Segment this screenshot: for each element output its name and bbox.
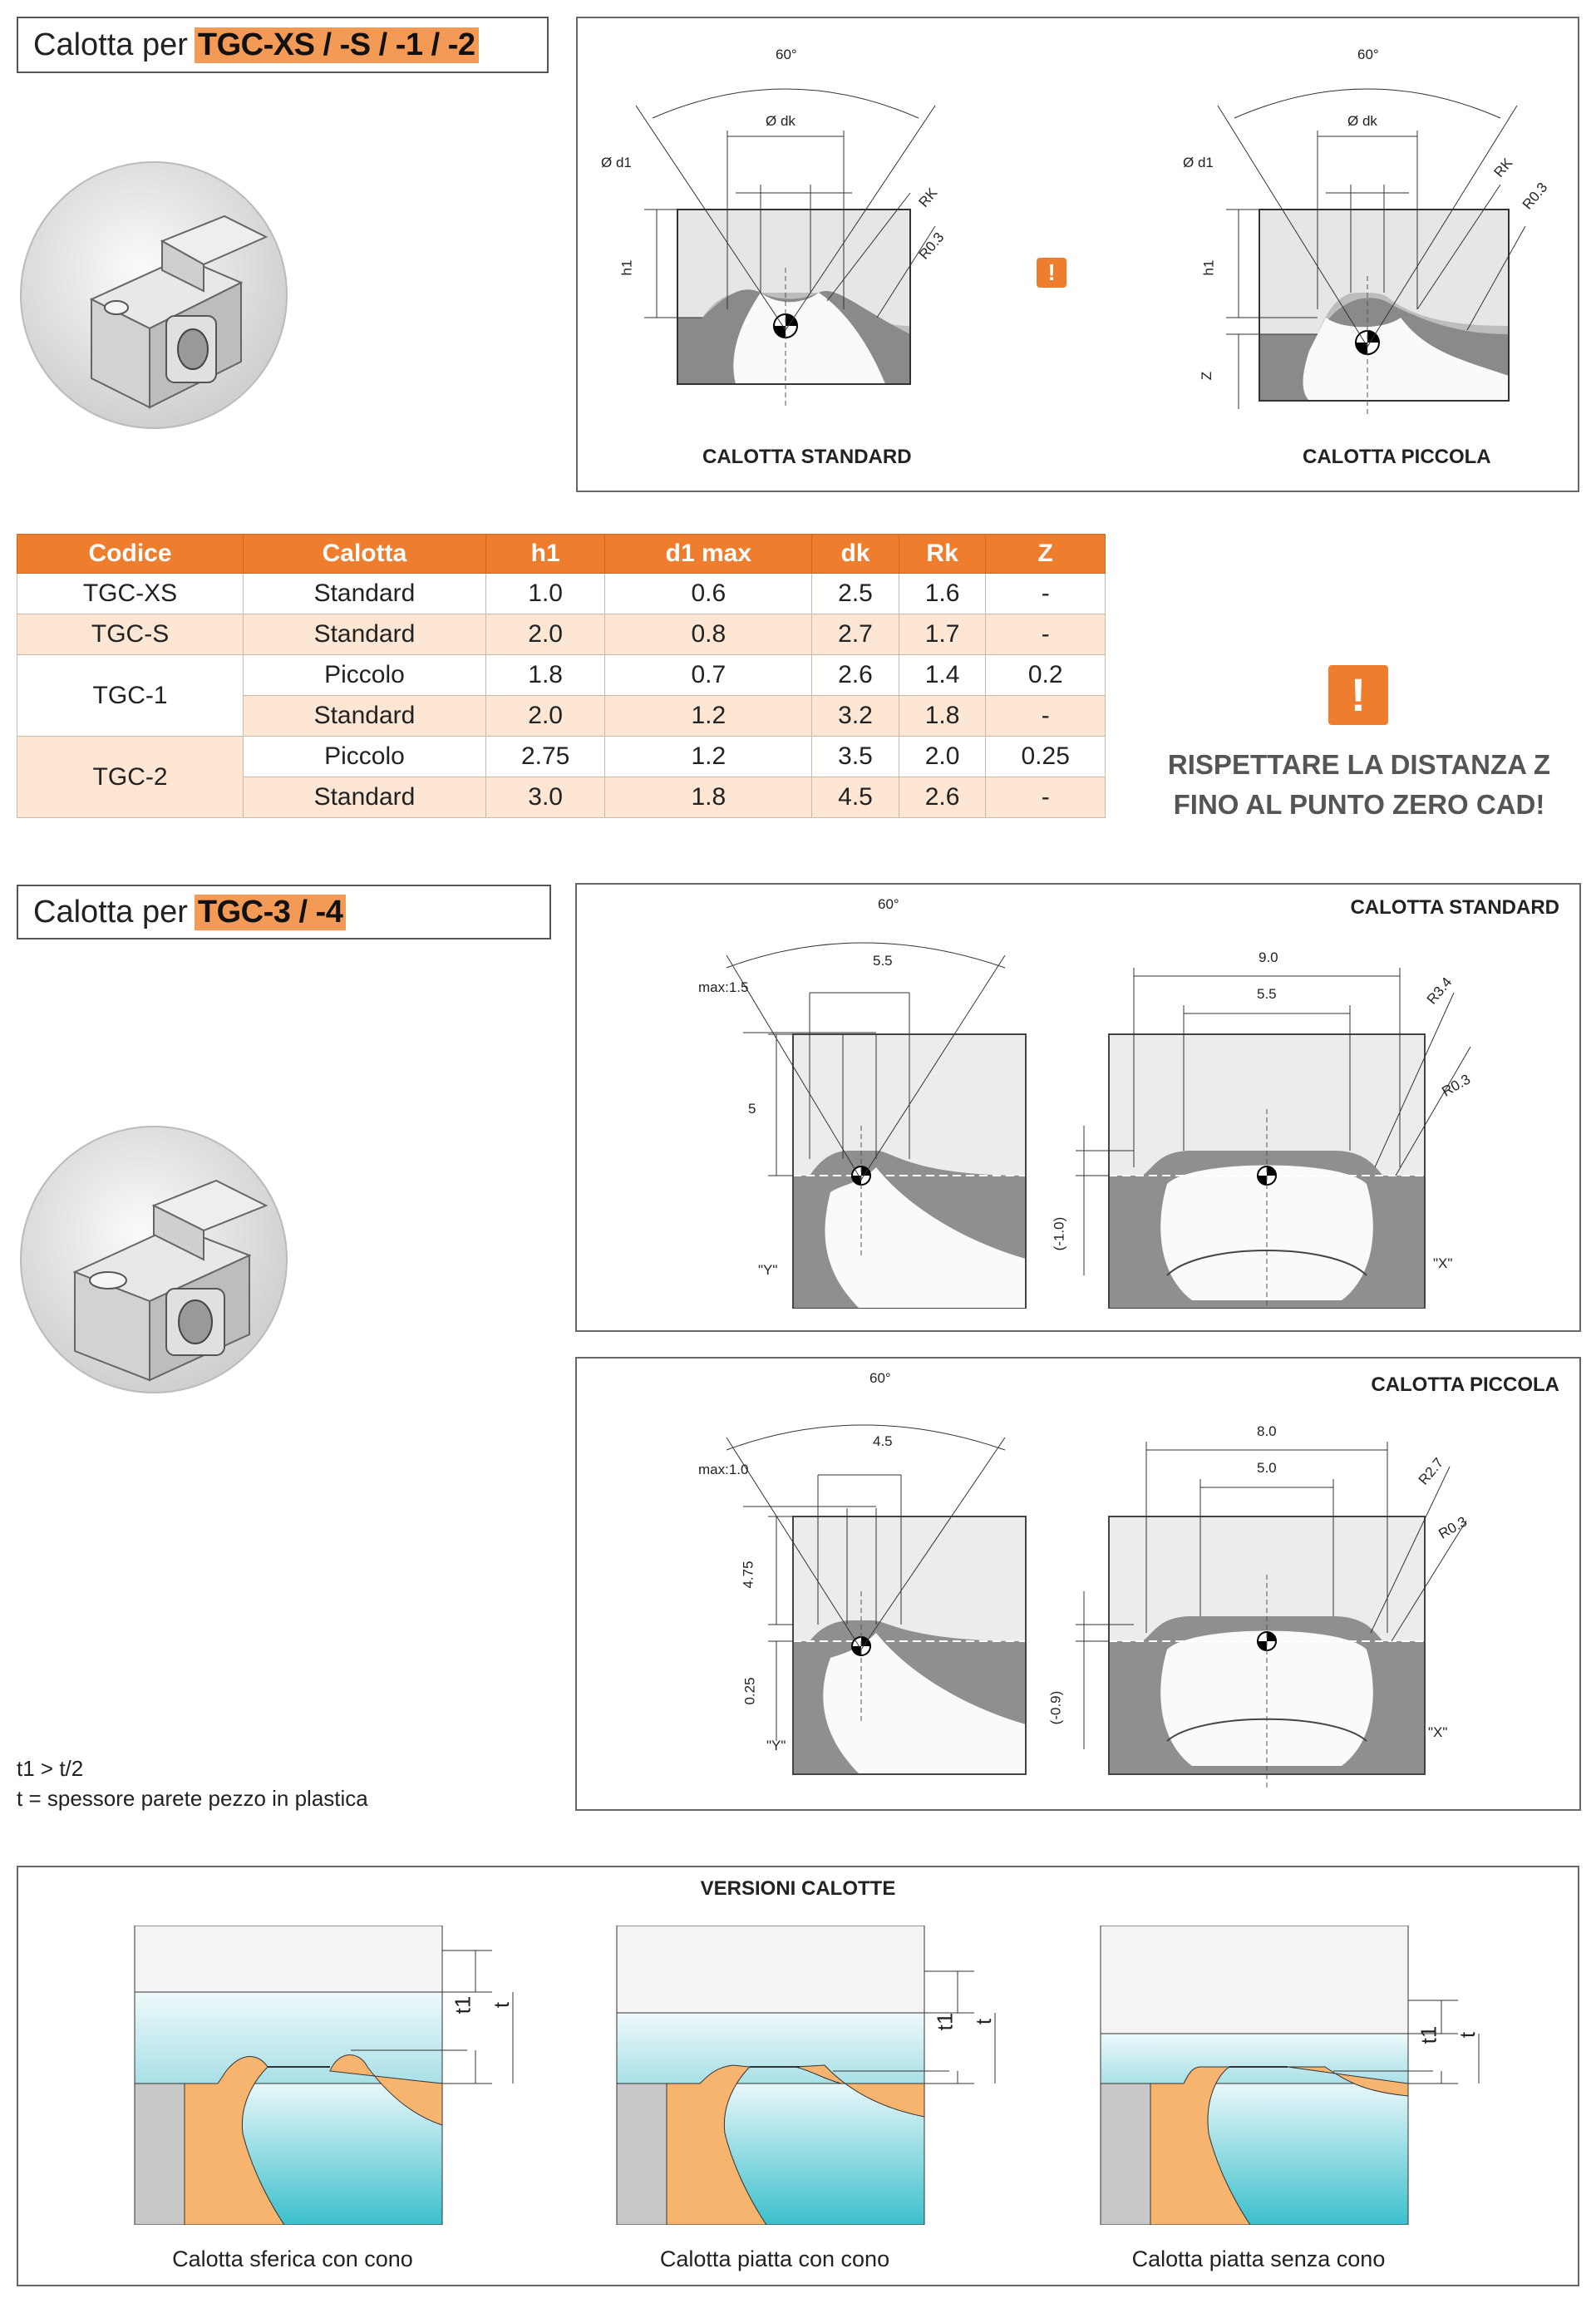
cell-codice: TGC-S — [17, 614, 244, 655]
tgc34-std-y: "Y" — [758, 1262, 778, 1278]
pic-dk-label: Ø dk — [1347, 113, 1377, 129]
cell-rk: 2.6 — [899, 777, 986, 818]
section2-title-prefix: Calotta per — [33, 894, 188, 930]
tgc34-std-profile-x — [1076, 910, 1475, 1309]
cell-rk: 1.7 — [899, 614, 986, 655]
tgc34-pic-h: 4.75 — [740, 1561, 756, 1589]
table-row — [17, 614, 1106, 655]
tgc34-pic-profile-x — [1076, 1392, 1475, 1791]
tgc34-std-w55: 5.5 — [1257, 986, 1277, 1002]
cell-h1: 1.8 — [485, 655, 605, 696]
cell-h1: 2.0 — [485, 614, 605, 655]
cell-rk: 2.0 — [899, 737, 986, 777]
cell-d1: 1.8 — [605, 777, 812, 818]
pic-d1-label: Ø d1 — [1183, 155, 1214, 170]
warning-line2: FINO AL PUNTO ZERO CAD! — [1173, 789, 1545, 820]
cell-d1: 1.2 — [605, 696, 812, 737]
cell-calotta: Standard — [244, 574, 486, 614]
cell-h1: 2.75 — [485, 737, 605, 777]
section1-title — [17, 17, 549, 73]
tgc34-std-dim55: 5.5 — [873, 953, 893, 969]
pic-r03-label: R0.3 — [1519, 179, 1551, 213]
std-dk-label: Ø dk — [766, 113, 796, 129]
pic-rk-label: RK — [1490, 155, 1516, 180]
v1-t: t — [489, 2001, 515, 2009]
cell-z: 0.2 — [986, 655, 1106, 696]
std-r03-label: R0.3 — [915, 229, 948, 263]
warning-line1: RISPETTARE LA DISTANZA Z — [1167, 749, 1551, 780]
v1-t1: t1 — [450, 1995, 475, 2015]
v2-t1: t1 — [932, 2012, 958, 2031]
tgc34-pic-r03: R0.3 — [1436, 1513, 1470, 1542]
calotta-standard-drawing — [611, 43, 960, 426]
cell-h1: 2.0 — [485, 696, 605, 737]
v3-t: t — [1455, 2031, 1480, 2039]
section1-title-prefix: Calotta per — [33, 27, 188, 62]
pic-angle-label: 60° — [1357, 47, 1379, 62]
tgc34-pic-h2: 0.25 — [741, 1677, 758, 1705]
pic-z-label: Z — [1199, 371, 1215, 381]
std-h1-label: h1 — [618, 259, 635, 276]
cell-z: - — [986, 777, 1106, 818]
cell-codice: TGC-1 — [17, 655, 244, 737]
cell-rk: 1.4 — [899, 655, 986, 696]
tgc34-std-max: max:1.5 — [698, 979, 749, 995]
table-header-h1: h1 — [485, 535, 605, 574]
table-row — [17, 655, 1106, 696]
version-sferica-caption: Calotta sferica con cono — [172, 2246, 413, 2271]
cell-calotta: Piccolo — [244, 737, 486, 777]
tgc34-pic-profile-y — [677, 1392, 1059, 1791]
std-rk-label: RK — [915, 185, 941, 210]
table-row — [17, 737, 1106, 777]
cell-d1: 0.6 — [605, 574, 812, 614]
warning-icon: ! — [1328, 665, 1388, 725]
cell-z: - — [986, 696, 1106, 737]
pic-caption: CALOTTA PICCOLA — [1303, 446, 1491, 468]
calotta-piccola-drawing — [1193, 43, 1542, 426]
tgc34-std-r03: R0.3 — [1439, 1071, 1474, 1100]
version-piatta-cono-caption: Calotta piatta con cono — [659, 2246, 890, 2271]
diagram-panel-tgc34-standard — [575, 883, 1581, 1332]
cell-calotta: Standard — [244, 696, 486, 737]
product-image-tgc-large — [17, 1122, 291, 1397]
table-header-z: Z — [986, 535, 1106, 574]
version-piatta-cono-drawing — [600, 1926, 1032, 2225]
cell-d1: 1.2 — [605, 737, 812, 777]
table-header-dk: dk — [812, 535, 899, 574]
tgc34-pic-w80: 8.0 — [1257, 1423, 1277, 1439]
cell-calotta: Standard — [244, 777, 486, 818]
table-header-codice: Codice — [17, 535, 244, 574]
tgc34-pic-y: "Y" — [766, 1738, 786, 1753]
cell-rk: 1.6 — [899, 574, 986, 614]
section2-title — [17, 885, 551, 939]
table-row — [17, 574, 1106, 614]
tgc34-pic-r27: R2.7 — [1415, 1454, 1447, 1488]
tgc34-pic-w50: 5.0 — [1257, 1460, 1277, 1476]
cell-z: 0.25 — [986, 737, 1106, 777]
diagram-panel-tgc34-piccola — [575, 1357, 1581, 1811]
cell-dk: 2.7 — [812, 614, 899, 655]
versions-panel — [17, 1866, 1579, 2286]
tgc34-pic-dim45: 4.5 — [873, 1433, 893, 1449]
tgc34-std-h: 5 — [748, 1101, 756, 1117]
tgc34-std-caption: CALOTTA STANDARD — [1350, 896, 1559, 919]
v2-t: t — [971, 2018, 997, 2025]
cell-codice: TGC-2 — [17, 737, 244, 818]
diagram-panel-calotta-small — [576, 17, 1579, 492]
warning-text — [1139, 745, 1579, 825]
pic-h1-label: h1 — [1200, 259, 1217, 276]
table-header-rk: Rk — [899, 535, 986, 574]
cell-dk: 2.5 — [812, 574, 899, 614]
v3-t1: t1 — [1416, 2025, 1441, 2044]
cell-z: - — [986, 574, 1106, 614]
cell-dk: 3.2 — [812, 696, 899, 737]
cell-d1: 0.7 — [605, 655, 812, 696]
cell-codice: TGC-XS — [17, 574, 244, 614]
warning-icon-small: ! — [1037, 258, 1066, 288]
section2-title-highlight: TGC-3 / -4 — [195, 895, 346, 930]
cell-h1: 3.0 — [485, 777, 605, 818]
cell-d1: 0.8 — [605, 614, 812, 655]
std-angle-label: 60° — [776, 47, 797, 62]
tgc34-std-x: "X" — [1433, 1255, 1453, 1271]
std-d1-label: Ø d1 — [601, 155, 632, 170]
tgc34-std-r34: R3.4 — [1423, 974, 1456, 1008]
tgc34-pic-max: max:1.0 — [698, 1462, 749, 1477]
tgc34-std-angle: 60° — [878, 896, 899, 912]
tgc34-std-neg: (-1.0) — [1051, 1216, 1067, 1251]
tgc34-std-profile-y — [677, 910, 1059, 1309]
tgc34-pic-angle: 60° — [869, 1370, 891, 1386]
note-t: t = spessore parete pezzo in plastica — [17, 1786, 368, 1811]
section1-title-highlight: TGC-XS / -S / -1 / -2 — [195, 27, 479, 63]
std-caption: CALOTTA STANDARD — [702, 446, 912, 468]
cell-dk: 3.5 — [812, 737, 899, 777]
table-header-calotta: Calotta — [244, 535, 486, 574]
tgc34-pic-caption: CALOTTA PICCOLA — [1371, 1373, 1559, 1396]
tgc34-std-w90: 9.0 — [1259, 949, 1278, 965]
cell-dk: 4.5 — [812, 777, 899, 818]
version-piatta-senza-cono-drawing — [1084, 1926, 1516, 2225]
cell-z: - — [986, 614, 1106, 655]
versions-title: VERSIONI CALOTTE — [700, 1877, 896, 1900]
cell-h1: 1.0 — [485, 574, 605, 614]
tgc34-pic-x: "X" — [1428, 1724, 1448, 1740]
version-sferica-drawing — [118, 1926, 550, 2225]
version-piatta-senza-cono-caption: Calotta piatta senza cono — [1131, 2246, 1386, 2271]
spec-table — [17, 534, 1106, 818]
cell-calotta: Piccolo — [244, 655, 486, 696]
note-t1: t1 > t/2 — [17, 1756, 84, 1781]
table-header-d1: d1 max — [605, 535, 812, 574]
product-image-tgc-small — [17, 158, 291, 432]
cell-calotta: Standard — [244, 614, 486, 655]
cell-dk: 2.6 — [812, 655, 899, 696]
cell-rk: 1.8 — [899, 696, 986, 737]
tgc34-pic-neg: (-0.9) — [1047, 1690, 1064, 1725]
